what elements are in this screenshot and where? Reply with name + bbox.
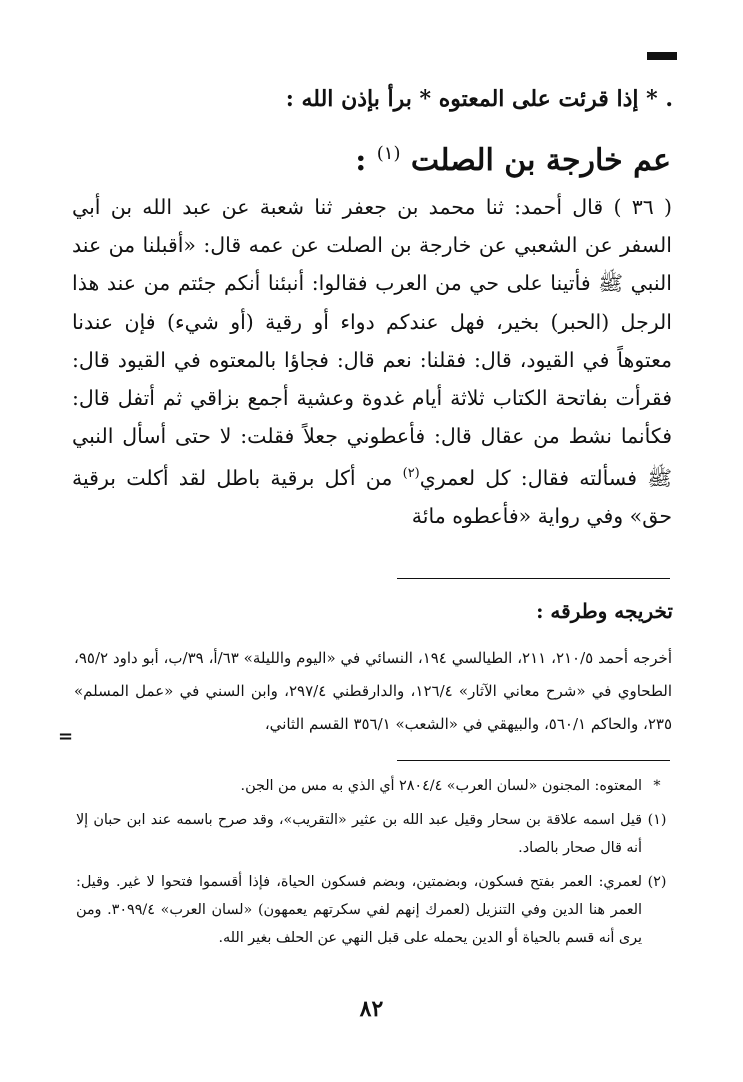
footnote-mark: (١)	[647, 812, 667, 828]
footnote-ref-1: (١)	[376, 143, 401, 164]
companion-title	[71, 132, 671, 183]
footnote-ref-2: (٢)	[402, 466, 420, 482]
footnote-item	[76, 806, 672, 862]
title-colon: :	[355, 143, 367, 178]
footnote-separator	[397, 760, 670, 761]
separator-line	[397, 578, 670, 579]
top-corner-mark	[647, 52, 677, 60]
section-heading: . * إذا قرئت على المعتوه * برأ بإذن الله :	[285, 86, 673, 112]
footnote-item	[76, 772, 672, 800]
footnotes	[76, 772, 672, 958]
footnote-text: لعمري: العمر بفتح فسكون، وبضمتين، وبضم فسكون الحياة، فإذا أقسموا فتحوا لا غير. وقيل: العمر هنا الدين وفي التنزيل (لعمرك إنهم لفي سكرتهم يعمهون) «لسان العرب» ٣٠٩٩/٤. ومن يرى أنه قسم بالحياة أو الدين يحمله على قبل النهي عن الحلف بغير الله.	[76, 874, 642, 946]
hadith-text	[72, 188, 672, 536]
continuation-mark: =	[58, 726, 74, 747]
page-number: ٨٢	[359, 996, 384, 1022]
takhrij-heading: تخريجه وطرقه :	[536, 599, 673, 623]
hadith-tail: من أكل برقية باطل لقد أكلت برقية حق» وفي رواية «فأعطوه مائة	[72, 466, 672, 529]
footnote-text: المعتوه: المجنون «لسان العرب» ٢٨٠٤/٤ أي الذي به مس من الجن.	[240, 778, 642, 794]
hadith-body: ( ٣٦ ) قال أحمد: ثنا محمد بن جعفر ثنا شعبة عن عبد الله بن أبي السفر عن الشعبي عن خارجة بن الصلت عن عمه قال: «أقبلنا من عند النبي ﷺ فأتينا على حي من العرب فقالوا: أنبئنا أنكم جئتم من عند هذا الرجل (الحبر) بخير، فهل عندكم دواء أو رقية (أو شيء) فإن عندنا معتوهاً في القيود، قال: فقلنا: نعم قال: فجاؤا بالمعتوه في القيود قال: فقرأت بفاتحة الكتاب ثلاثة أيام غدوة وعشية أجمع بزاقي ثم أتفل قال: فكأنما نشط من عقال قال: فأعطوني جعلاً فقلت: لا حتى أسأل النبي ﷺ فسألته فقال: كل لعمري	[72, 195, 672, 491]
footnote-item	[76, 868, 672, 952]
companion-name: عم خارجة بن الصلت	[410, 143, 671, 178]
footnote-mark: (٢)	[647, 874, 667, 890]
takhrij-body: أخرجه أحمد ٢١٠/٥، ٢١١، الطيالسي ١٩٤، النسائي في «اليوم والليلة» ٦٣/أ، ٣٩/ب، أبو داود ٩٥/٢، الطحاوي في «شرح معاني الآثار» ١٢٦/٤، والدارقطني ٢٩٧/٤، وابن السني في «عمل المسلم» ٢٣٥، والحاكم ٥٦٠/١، والبيهقي في «الشعب» ٣٥٦/١ القسم الثاني،	[74, 649, 673, 733]
footnote-mark: *	[653, 778, 661, 794]
footnote-text: قيل اسمه علاقة بن سحار وقيل عبد الله بن عثير «التقريب»، وقد صرح باسمه عند ابن حبان إلا أنه قال صحار بالصاد.	[76, 812, 642, 856]
